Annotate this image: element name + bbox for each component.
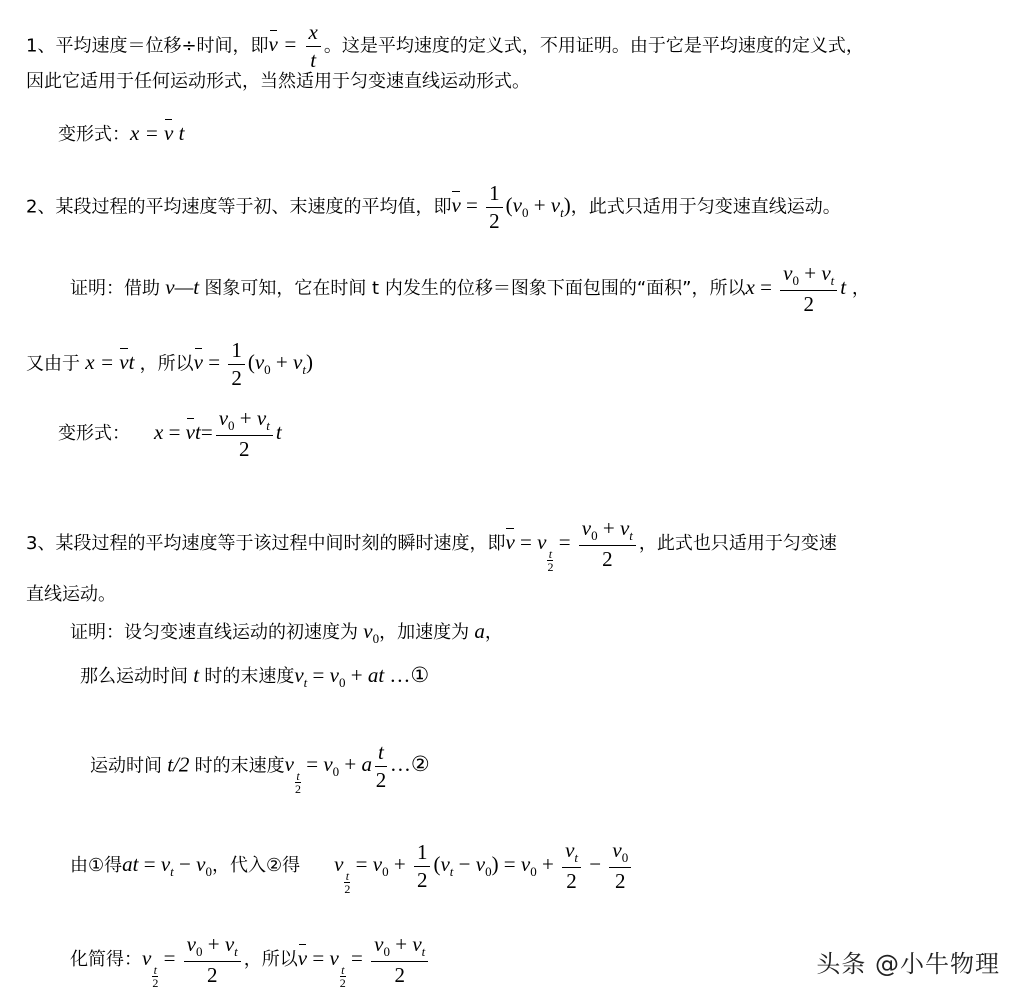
s2-line3 (26, 340, 313, 389)
s3-text-g: 时的末速度 (204, 666, 295, 687)
s3-line1 (26, 518, 837, 573)
s3-text-e: ，加速度为 (379, 622, 470, 643)
s2-text-g: 变形式： (58, 422, 130, 444)
s3-line4 (80, 665, 429, 689)
s2-text-c: 证明：借助 (70, 277, 160, 299)
s3-text-b: ，此式也只适用于匀变速 (638, 532, 837, 554)
s3-line5 (90, 742, 430, 795)
formula-x-combined: x = vt= $\frac{v_0 + v_t}{2}$ t (154, 406, 282, 461)
formula-x-vt: x = v t (130, 121, 185, 145)
formula-t-half: t/2 (162, 752, 195, 777)
formula-t: t (188, 663, 205, 687)
s1-text-c: 因此它适用于任何运动形式，当然适用于匀变速直线运动形式。 (26, 71, 530, 92)
s3-line3: 证明：设匀变速直线运动的初速度为 $v_0$，加速度为 a， (70, 619, 503, 646)
s3-line7 (70, 934, 431, 989)
formula-simplified: v $\frac{t}{2}$ = $\frac{v_0 + v_t}{2}$ (142, 946, 244, 970)
s3-text-d: 证明：设匀变速直线运动的初速度为 (70, 622, 358, 643)
s1-text-a: 1、平均速度＝位移÷时间，即 (26, 35, 269, 57)
s2-text-b: ，此式只适用于匀变速直线运动。 (570, 196, 841, 218)
s2-line4 (58, 408, 282, 460)
s3-text-l: 化简得： (70, 948, 142, 970)
formula-v0: $v_0$ (363, 619, 380, 646)
s2-text-a: 2、某段过程的平均速度等于初、末速度的平均值，即 (26, 196, 452, 218)
s3-text-k: ，代入②得 (211, 854, 301, 876)
formula-conclusion: v = v $\frac{t}{2}$ = $\frac{v_0 + v_t}{2}$ (298, 946, 431, 970)
s2-text-d: 图象可知，它在时间 t 内发生的位移＝图象下面包围的“面积”，所以 (204, 277, 746, 299)
s3-text-h: 运动时间 (90, 755, 162, 777)
s2-line1 (26, 183, 841, 232)
s2-text-e: 又由于 (26, 353, 80, 375)
s3-text-a: 3、某段过程的平均速度等于该过程中间时刻的瞬时速度，即 (26, 532, 506, 554)
formula-avg-v-mid: v = v $\frac{t}{2}$ = $\frac{v_0 + v_t}{2}$ (505, 530, 638, 554)
s1-text-d: 变形式： (58, 124, 130, 145)
formula-substitution: v $\frac{t}{2}$ = $v_0$ + $\frac{1}{2}$ $(v_t - v_0) = v_0$ + $\frac{v_t}{2}$ − $\frac{v_0}{2}$ (334, 852, 634, 876)
s1-text-b: 。这是平均速度的定义式，不用证明。由于它是平均速度的定义式， (323, 35, 864, 57)
s1-line1 (26, 22, 864, 71)
formula-x-vbar-t: x = vt (80, 350, 140, 375)
formula-avg-v-half-2: v = $\frac{1}{2}$ $(v_0 + v_t)$ (193, 338, 313, 390)
formula-a: a (469, 619, 485, 643)
formula-eq1: $v_t = v_0$ + at …① (294, 663, 430, 690)
s3-text-i: 时的末速度 (194, 755, 285, 777)
s2-text-f: ，所以 (139, 353, 194, 375)
watermark: 头条 @小牛物理 (816, 950, 1000, 978)
formula-at: at = $v_t - v_0$ (122, 851, 212, 879)
s3-text-f: 那么运动时间 (80, 666, 188, 687)
formula-x-area: x = $\frac{v_0 + v_t}{2}$ t (745, 261, 847, 316)
formula-avg-v-def: v = $\frac{x}{t}$ (269, 32, 324, 56)
formula-eq2: v $\frac{t}{2}$ = $v_0 + a$ $\frac{t}{2}$ …② (284, 740, 430, 797)
s3-text-j: 由①得 (70, 854, 123, 876)
s3-line6 (70, 840, 634, 895)
formula-v-t-graph: v—t (160, 274, 205, 299)
s3-text-m: ，所以 (243, 948, 298, 970)
s2-line2: 证明：借助 v—t 图象可知，它在时间 t 内发生的位移＝图象下面包围的“面积”，所以x = $\frac{v_0 + v_t}{2}$ t ， (70, 261, 870, 316)
s1-line3 (58, 123, 184, 144)
s3-text-c: 直线运动。 (26, 584, 116, 605)
formula-avg-v-half: v = $\frac{1}{2}$ $(v_0 + v_t)$ (451, 181, 571, 233)
